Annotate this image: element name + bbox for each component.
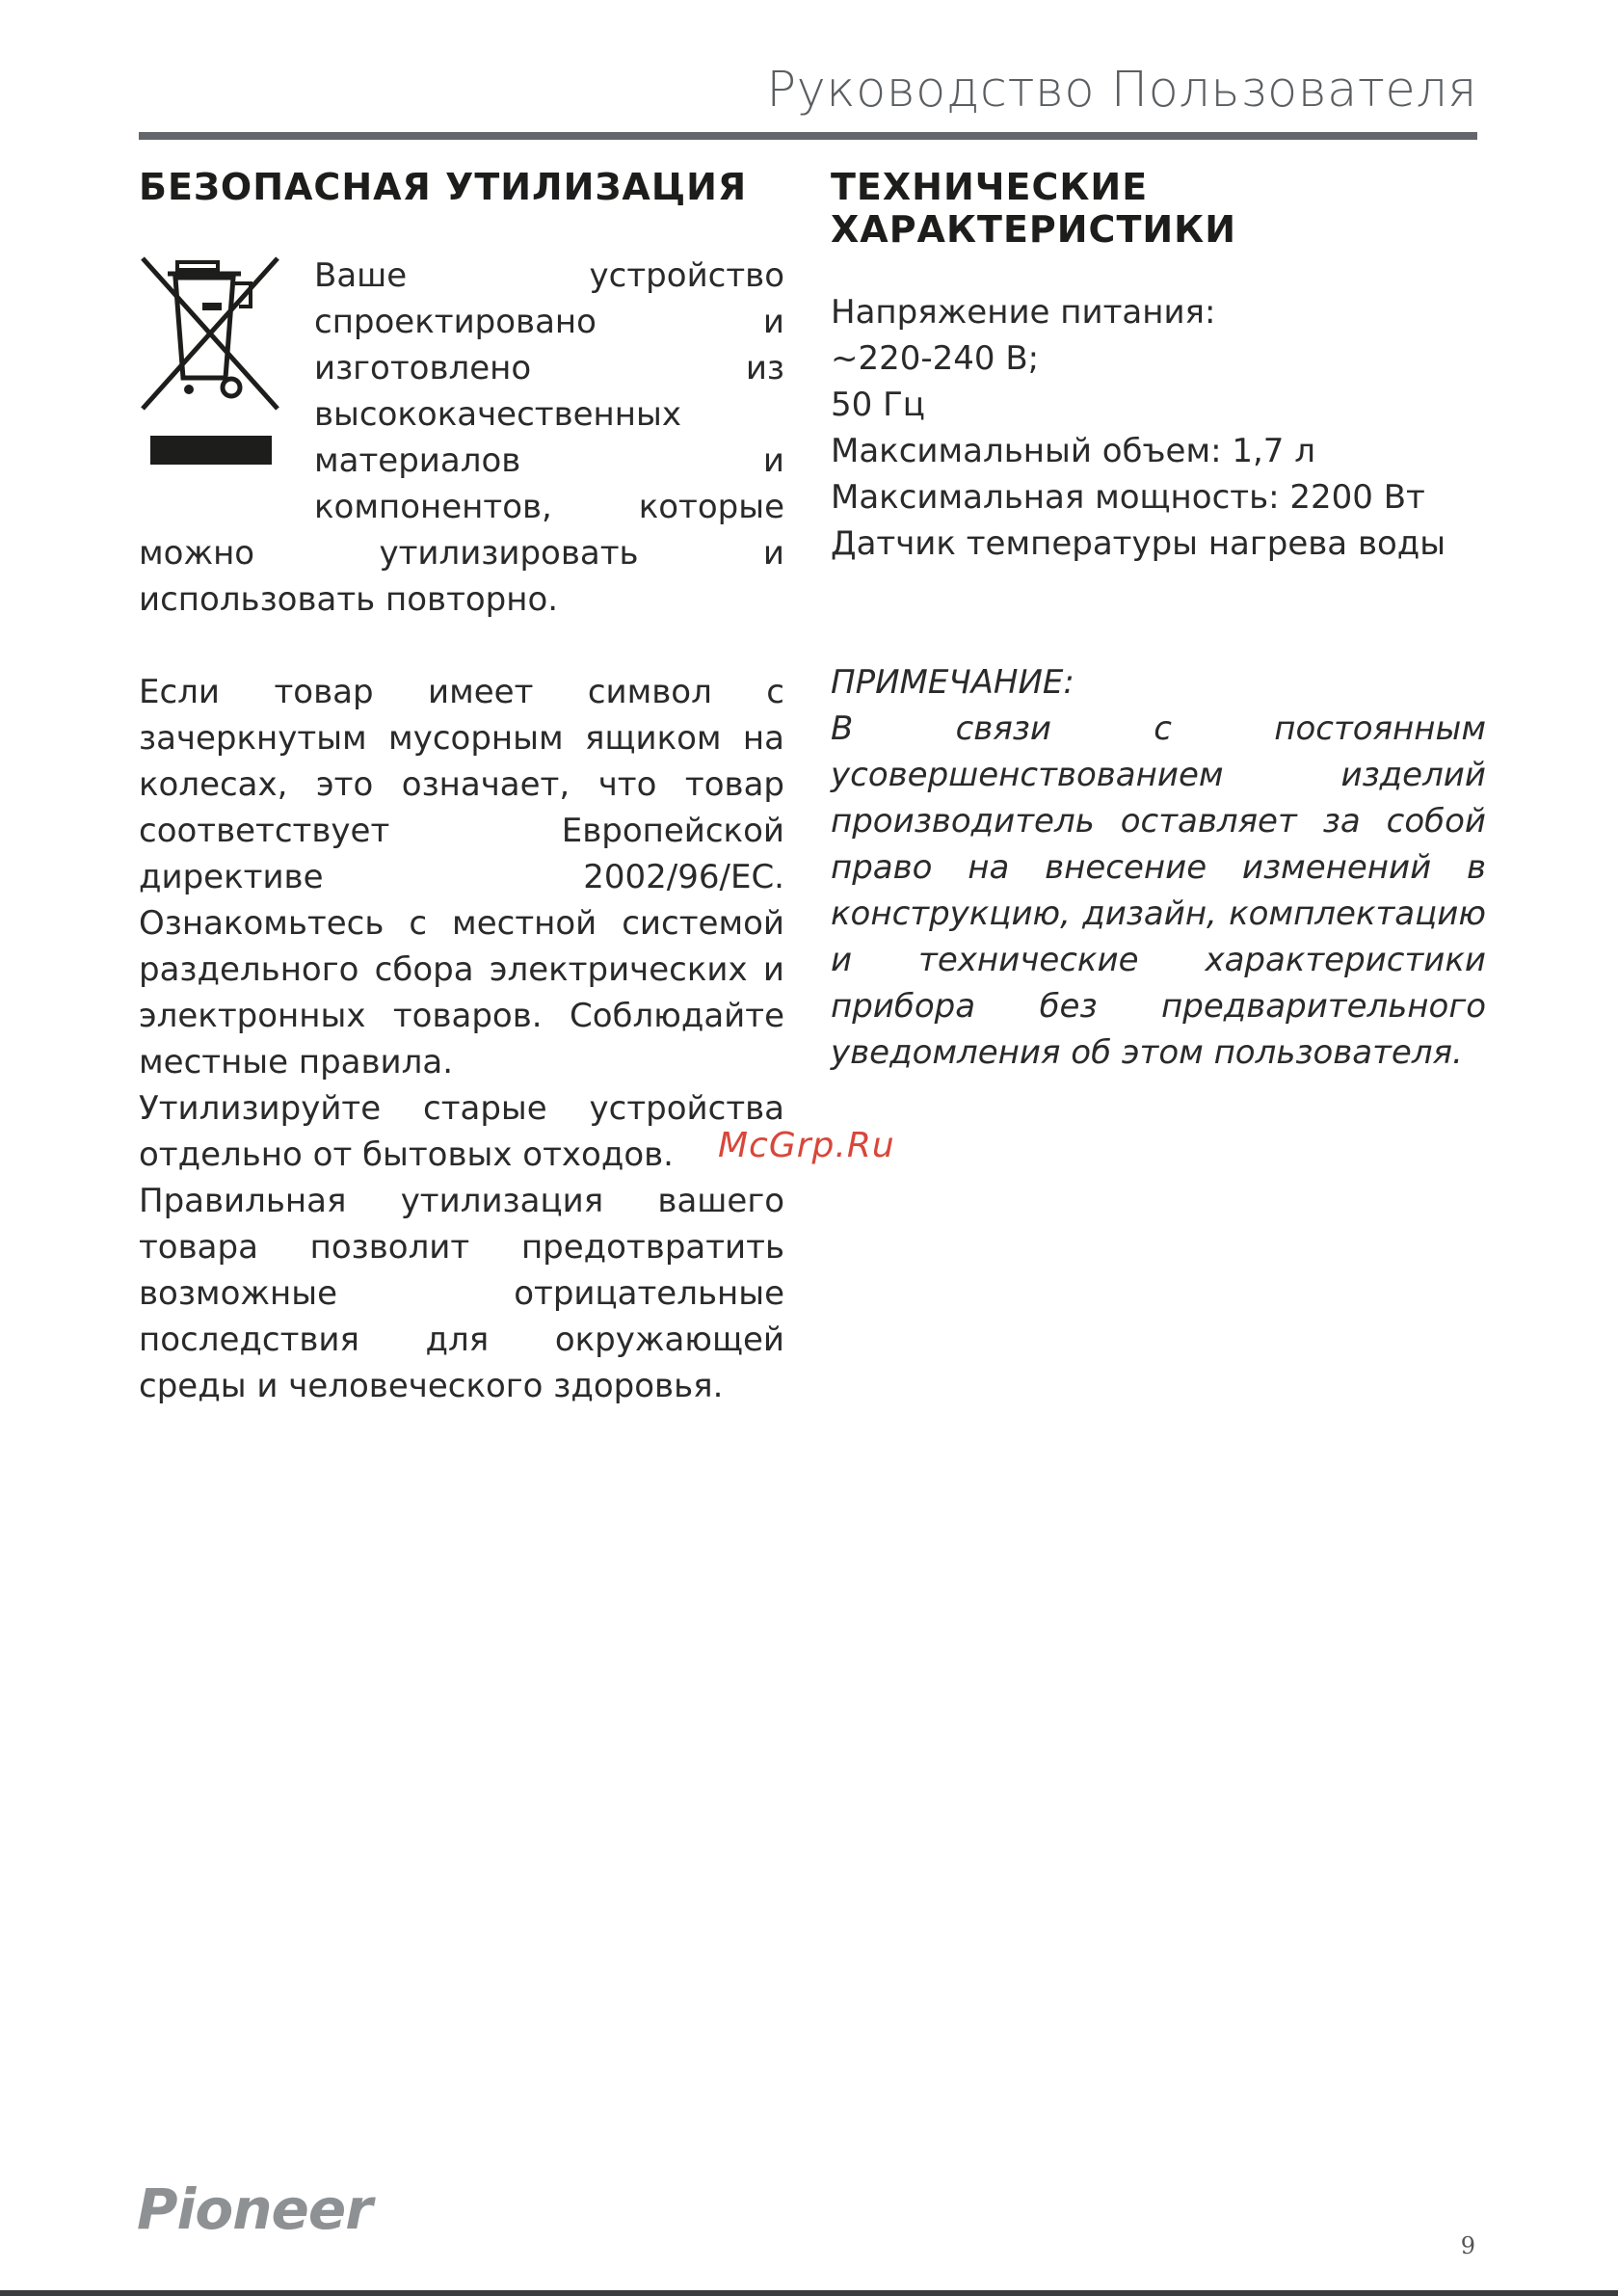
- spec-item: Датчик температуры нагрева воды: [831, 524, 1446, 563]
- spec-item: Максимальный объем: 1,7 л: [831, 432, 1315, 470]
- page-header-title: Руководство Пользователя: [766, 62, 1477, 119]
- spec-item: ~220-240 В;: [831, 339, 1040, 378]
- disposal-paragraph-1: Если товар имеет символ с зачеркнутым мусорным ящиком на колесах, это означает, что товар соответствует Европейской директиве 2002/96/ЕС. Ознакомьтесь с местной системой раздельного сбора электрических и электронных товаров. Соблюдайте местные правила.: [139, 673, 784, 1081]
- specs-title: [831, 166, 1486, 251]
- specs-section: [831, 166, 1486, 1076]
- specs-title-line-2: ХАРАКТЕРИСТИКИ: [831, 208, 1237, 251]
- spec-item: Максимальная мощность: 2200 Вт: [831, 478, 1425, 517]
- disposal-paragraph-2: Утилизируйте старые устройства отдельно от бытовых отходов.: [139, 1089, 784, 1174]
- weee-icon-wrapper: [139, 253, 314, 495]
- note-text: В связи с постоянным усовершенствованием изделий производитель оставляет за собой право на внесение изменений в конструкцию, дизайн, комплектацию и технические характеристики прибора без предварительного уведомления об этом пользователя.: [831, 709, 1486, 1072]
- page-number: 9: [1460, 2232, 1475, 2259]
- spec-item: 50 Гц: [831, 386, 925, 424]
- footer-band: [0, 2290, 1618, 2296]
- header-divider: [139, 132, 1477, 140]
- spec-item: Напряжение питания:: [831, 293, 1216, 332]
- brand-logo: Pioneer: [137, 2176, 372, 2242]
- crossed-out-wheelie-bin-icon: [139, 253, 279, 467]
- note-label: ПРИМЕЧАНИЕ:: [831, 663, 1074, 702]
- note-block: [831, 659, 1486, 1076]
- disposal-section: [139, 166, 784, 1409]
- disposal-intro-text: Ваше устройство спроектировано и изготовлено из высококачественных материалов и компонентов, которые можно утилизировать и использовать повторно.: [139, 256, 784, 619]
- specs-list: [831, 289, 1486, 567]
- specs-title-line-1: ТЕХНИЧЕСКИЕ: [831, 166, 1149, 208]
- disposal-paragraph-3: Правильная утилизация вашего товара позволит предотвратить возможные отрицательные последствия для окружающей среды и человеческого здоровья.: [139, 1182, 784, 1405]
- watermark: McGrp.Ru: [718, 1126, 895, 1165]
- disposal-title: БЕЗОПАСНАЯ УТИЛИЗАЦИЯ: [139, 166, 748, 208]
- disposal-intro-block: [139, 253, 784, 623]
